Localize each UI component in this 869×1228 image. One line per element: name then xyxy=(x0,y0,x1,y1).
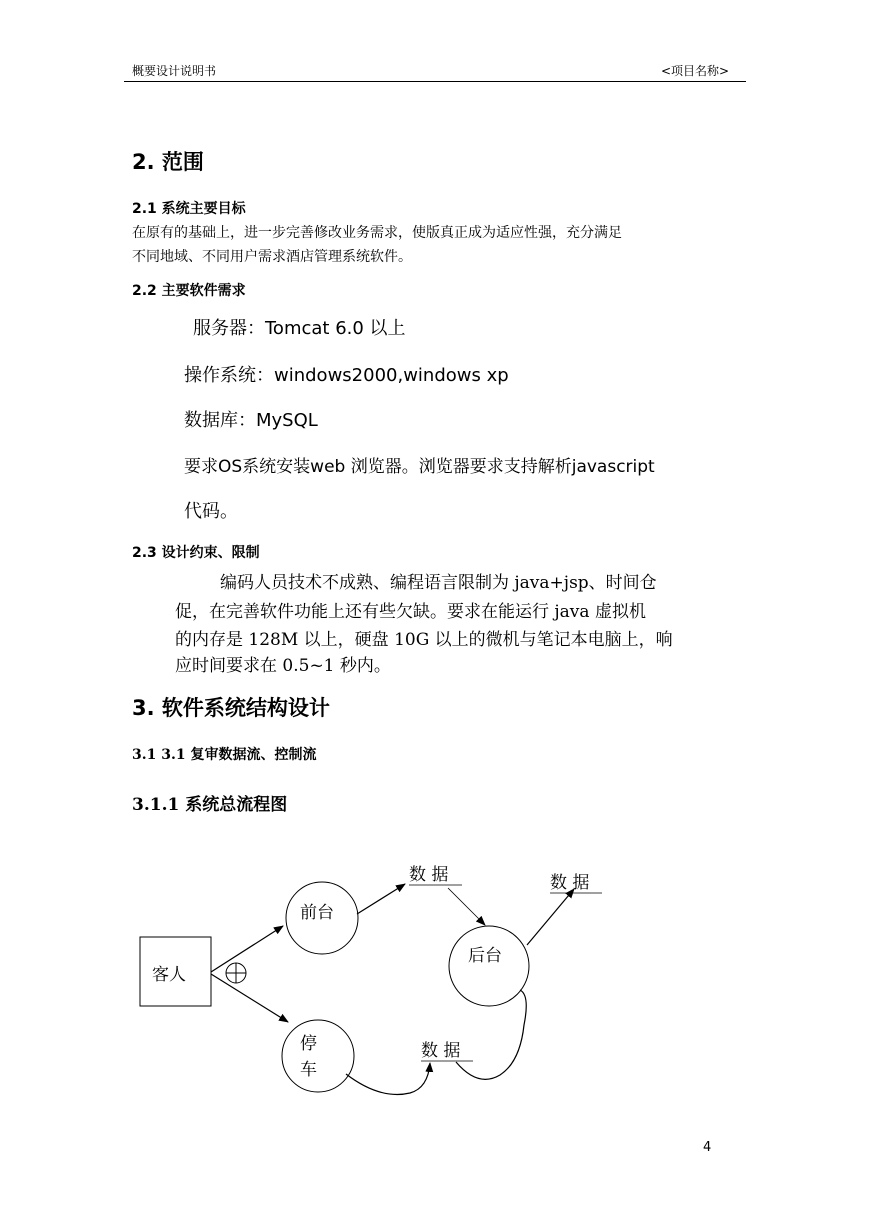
back-node xyxy=(449,926,529,1006)
front-label: 前台 xyxy=(300,903,334,923)
requirement-browser-cont: 代码。 xyxy=(184,501,238,522)
requirement-os: 操作系统：windows2000,windows xp xyxy=(184,365,509,386)
data-label-top: 数 据 xyxy=(409,865,449,885)
guest-label: 客人 xyxy=(152,965,186,985)
section-3-1-title: 3.1 3.1 复审数据流、控制流 xyxy=(132,747,317,763)
split-icon xyxy=(226,963,246,983)
section-2-title: 2. 范围 xyxy=(132,150,204,174)
parking-node xyxy=(282,1020,354,1092)
data-label-bottom: 数 据 xyxy=(421,1041,461,1061)
arrow-data-back-curve xyxy=(456,990,526,1079)
parking-label-2: 车 xyxy=(300,1060,317,1080)
section-2-1-line-1: 在原有的基础上，进一步完善修改业务需求，使版真正成为适应性强，充分满足 xyxy=(132,225,622,241)
requirement-database: 数据库：MySQL xyxy=(184,410,318,431)
back-label: 后台 xyxy=(468,946,502,966)
parking-label-1: 停 xyxy=(300,1034,317,1054)
section-2-1-title: 2.1 系统主要目标 xyxy=(132,201,246,217)
constraint-line-4: 应时间要求在 0.5~1 秒内。 xyxy=(175,656,391,676)
header-left: 概要设计说明书 xyxy=(132,64,217,78)
arrow-guest-front xyxy=(211,926,283,972)
constraint-line-1: 编码人员技术不成熟、编程语言限制为 java+jsp、时间仓 xyxy=(220,573,657,593)
page-number: 4 xyxy=(703,1140,712,1155)
data-label-right: 数 据 xyxy=(550,873,590,893)
section-2-2-title: 2.2 主要软件需求 xyxy=(132,283,246,299)
section-2-3-title: 2.3 设计约束、限制 xyxy=(132,545,260,561)
arrow-parking-data xyxy=(346,1063,430,1094)
arrow-back-data xyxy=(527,889,574,945)
header-right: <项目名称> xyxy=(661,64,730,78)
requirement-server: 服务器：Tomcat 6.0 以上 xyxy=(193,318,406,339)
arrow-front-data xyxy=(357,884,405,914)
constraint-line-3: 的内存是 128M 以上，硬盘 10G 以上的微机与笔记本电脑上，响 xyxy=(175,630,673,650)
section-3-1-1-title: 3.1.1 系统总流程图 xyxy=(132,795,288,815)
requirement-browser: 要求OS系统安装web 浏览器。浏览器要求支持解析javascript xyxy=(184,457,655,477)
arrow-data-back xyxy=(448,888,485,925)
section-2-1-line-2: 不同地域、不同用户需求酒店管理系统软件。 xyxy=(132,249,412,265)
section-3-title: 3. 软件系统结构设计 xyxy=(132,696,330,720)
constraint-line-2: 促，在完善软件功能上还有些欠缺。要求在能运行 java 虚拟机 xyxy=(175,602,646,622)
arrow-guest-parking xyxy=(211,974,288,1022)
